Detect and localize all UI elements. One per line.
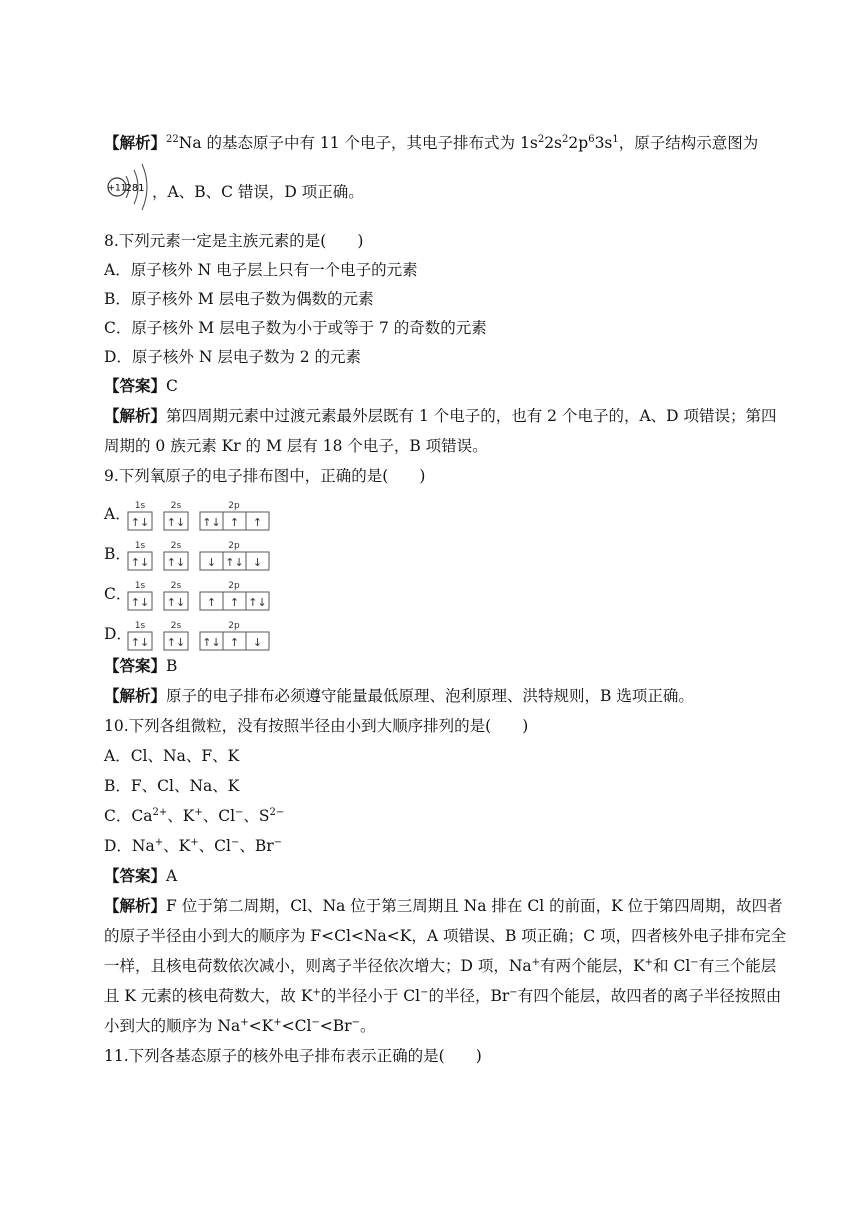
text: C．Ca xyxy=(104,807,153,825)
answer-label: 【答案】 xyxy=(104,656,167,675)
q9-option-letter: A． xyxy=(104,505,131,523)
q9-analysis xyxy=(104,684,694,706)
text: 小到大的顺序为 Na xyxy=(104,1017,241,1035)
text: 有两个能层，K xyxy=(540,957,645,975)
orbital-label-2s: 2s xyxy=(170,581,182,591)
q10-analysis-line1 xyxy=(104,894,783,916)
electron-arrows: ↑↓ xyxy=(166,636,186,649)
text: 有三个能层 xyxy=(698,957,777,975)
text: 原子的电子排布必须遵守能量最低原理、泡利原理、洪特规则，B 选项正确。 xyxy=(166,687,694,705)
orbital-label-1s: 1s xyxy=(134,501,146,511)
electron-arrows: ↑↓ xyxy=(130,516,150,529)
analysis-label: 【解析】 xyxy=(104,896,167,915)
text: 的半径小于 Cl xyxy=(320,987,421,1005)
text: 。 xyxy=(359,1017,376,1035)
q10-analysis-line3 xyxy=(104,954,777,976)
orbital-diagram-d xyxy=(126,618,276,654)
atom-structure-diagram xyxy=(104,160,152,212)
analysis-label: 【解析】 xyxy=(104,686,167,705)
text: 2p xyxy=(568,134,589,152)
electron-arrows: ↓ xyxy=(252,556,263,569)
charge: + xyxy=(194,806,203,818)
charge: − xyxy=(690,956,699,968)
q7-analysis-line1 xyxy=(104,131,759,153)
electron-arrows: ↓ xyxy=(206,556,217,569)
orbital-diagram-b xyxy=(126,538,276,574)
text: Na 的基态原子中有 11 个电子，其电子排布式为 1s xyxy=(178,134,538,152)
text: 、Cl xyxy=(202,807,236,825)
answer-value: B xyxy=(166,657,178,675)
electron-arrows: ↑↓ xyxy=(248,596,267,609)
charge: + xyxy=(531,956,541,968)
charge: + xyxy=(273,1016,282,1028)
text: 3s xyxy=(594,134,613,152)
text: F 位于第二周期，Cl、Na 位于第三周期且 Na 排在 Cl 的前面，K 位于第四周期，故四者 xyxy=(166,897,783,915)
electron-arrows: ↑↓ xyxy=(202,636,221,649)
electron-arrows: ↑↓ xyxy=(166,556,186,569)
orbital-label-2p: 2p xyxy=(228,621,240,631)
electron-arrows: ↑↓ xyxy=(130,636,150,649)
nucleus-label: +11 xyxy=(107,183,127,194)
q8-analysis-line2: 周期的 0 族元素 Kr 的 M 层有 18 个电子，B 项错误。 xyxy=(104,437,488,455)
text: 和 Cl xyxy=(653,957,691,975)
charge: − xyxy=(420,986,429,998)
charge: 2+ xyxy=(152,806,168,818)
electron-arrows: ↓ xyxy=(252,636,263,649)
q10-answer xyxy=(104,864,177,886)
q10-option-c xyxy=(104,804,284,826)
analysis-label: 【解析】 xyxy=(104,406,167,425)
electron-arrows: ↑↓ xyxy=(130,556,150,569)
answer-value: C xyxy=(166,377,178,395)
electron-arrows: ↑↓ xyxy=(130,596,150,609)
charge: − xyxy=(509,986,518,998)
q8-option-a: A．原子核外 N 电子层上只有一个电子的元素 xyxy=(104,261,418,279)
text: 且 K 元素的核电荷数大，故 K xyxy=(104,987,313,1005)
sup: 2 xyxy=(562,133,569,145)
text: 、K xyxy=(163,837,191,855)
charge: − xyxy=(351,1016,360,1028)
orbital-label-2p: 2p xyxy=(228,541,240,551)
q9-option-letter: D． xyxy=(104,625,132,643)
charge: − xyxy=(235,806,244,818)
text: 、S xyxy=(243,807,270,825)
electron-arrows: ↑ xyxy=(229,516,240,529)
orbital-label-1s: 1s xyxy=(134,581,146,591)
mass-number: 22 xyxy=(166,133,179,145)
text: ，原子结构示意图为 xyxy=(618,134,759,152)
charge: 2− xyxy=(269,806,285,818)
charge: − xyxy=(273,836,283,848)
q10-analysis-line5 xyxy=(104,1014,376,1036)
answer-label: 【答案】 xyxy=(104,376,167,395)
text: D．Na xyxy=(104,837,155,855)
charge: + xyxy=(312,986,321,998)
sup: 6 xyxy=(588,133,595,145)
q9-answer xyxy=(104,654,177,676)
answer-value: A xyxy=(166,867,178,885)
charge: + xyxy=(154,836,164,848)
q9-option-letter: B． xyxy=(104,545,131,563)
q10-option-d xyxy=(104,834,282,856)
text: 有四个能层，故四者的离子半径按照由 xyxy=(517,987,782,1005)
text: 、Cl xyxy=(198,837,231,855)
text: 的半径，Br xyxy=(428,987,510,1005)
q8-option-b: B．原子核外 M 层电子数为偶数的元素 xyxy=(104,290,374,308)
q10-analysis-line4 xyxy=(104,984,782,1006)
orbital-label-2s: 2s xyxy=(170,621,182,631)
electron-arrows: ↑↓ xyxy=(202,516,221,529)
electron-arrows: ↑ xyxy=(206,596,217,609)
analysis-label: 【解析】 xyxy=(104,133,167,152)
orbital-label-1s: 1s xyxy=(134,621,146,631)
electron-arrows: ↑ xyxy=(252,516,263,529)
electron-arrows: ↑↓ xyxy=(166,516,186,529)
orbital-diagram-c xyxy=(126,578,276,614)
text: <Br xyxy=(319,1017,352,1035)
q8-analysis-line1 xyxy=(104,404,777,426)
q8-option-c: C．原子核外 M 层电子数为小于或等于 7 的奇数的元素 xyxy=(104,319,487,337)
sup: 2 xyxy=(537,133,545,145)
q9-option-letter: C． xyxy=(104,585,132,603)
q10-analysis-line2: 的原子半径由小到大的顺序为 F<Cl<Na<K，A 项错误、B 项正确；C 项，四者核外电子排布完全 xyxy=(104,927,787,945)
text: 、Br xyxy=(239,837,274,855)
q9-stem: 9.下列氧原子的电子排布图中，正确的是( ) xyxy=(104,467,426,485)
q8-answer xyxy=(104,374,178,396)
text: 第四周期元素中过渡元素最外层既有 1 个电子的，也有 2 个电子的，A、D 项错误；第四 xyxy=(166,407,777,425)
text: <Cl xyxy=(281,1017,312,1035)
text: 2s xyxy=(544,134,563,152)
charge: + xyxy=(190,836,199,848)
q8-option-d: D．原子核外 N 层电子数为 2 的元素 xyxy=(104,348,362,366)
orbital-label-2p: 2p xyxy=(228,501,240,511)
electron-arrows: ↑ xyxy=(229,636,240,649)
orbital-label-2s: 2s xyxy=(170,501,182,511)
sup: 1 xyxy=(612,133,619,145)
q10-option-a: A．Cl、Na、F、K xyxy=(104,747,240,765)
q11-stem: 11.下列各基态原子的核外电子排布表示正确的是( ) xyxy=(104,1047,482,1065)
electron-arrows: ↑↓ xyxy=(225,556,244,569)
orbital-label-2p: 2p xyxy=(228,581,240,591)
charge: + xyxy=(240,1016,249,1028)
charge: + xyxy=(644,956,654,968)
text: 、K xyxy=(167,807,195,825)
answer-label: 【答案】 xyxy=(104,866,167,885)
electron-arrows: ↑ xyxy=(229,596,240,609)
orbital-label-1s: 1s xyxy=(134,541,146,551)
orbital-label-2s: 2s xyxy=(170,541,182,551)
electron-arrows: ↑↓ xyxy=(166,596,186,609)
q7-analysis-line2: ，A、B、C 错误，D 项正确。 xyxy=(152,183,364,201)
charge: − xyxy=(311,1016,320,1028)
orbital-diagram-a xyxy=(126,498,276,534)
q8-stem: 8.下列元素一定是主族元素的是( ) xyxy=(104,232,364,250)
q10-option-b: B．F、Cl、Na、K xyxy=(104,777,240,795)
charge: − xyxy=(230,836,240,848)
q10-stem: 10.下列各组微粒，没有按照半径由小到大顺序排列的是( ) xyxy=(104,717,529,735)
shell-electrons: 281 xyxy=(125,183,145,194)
text: <K xyxy=(248,1017,274,1035)
text: 一样，且核电荷数依次减小，则离子半径依次增大；D 项，Na xyxy=(104,957,532,975)
